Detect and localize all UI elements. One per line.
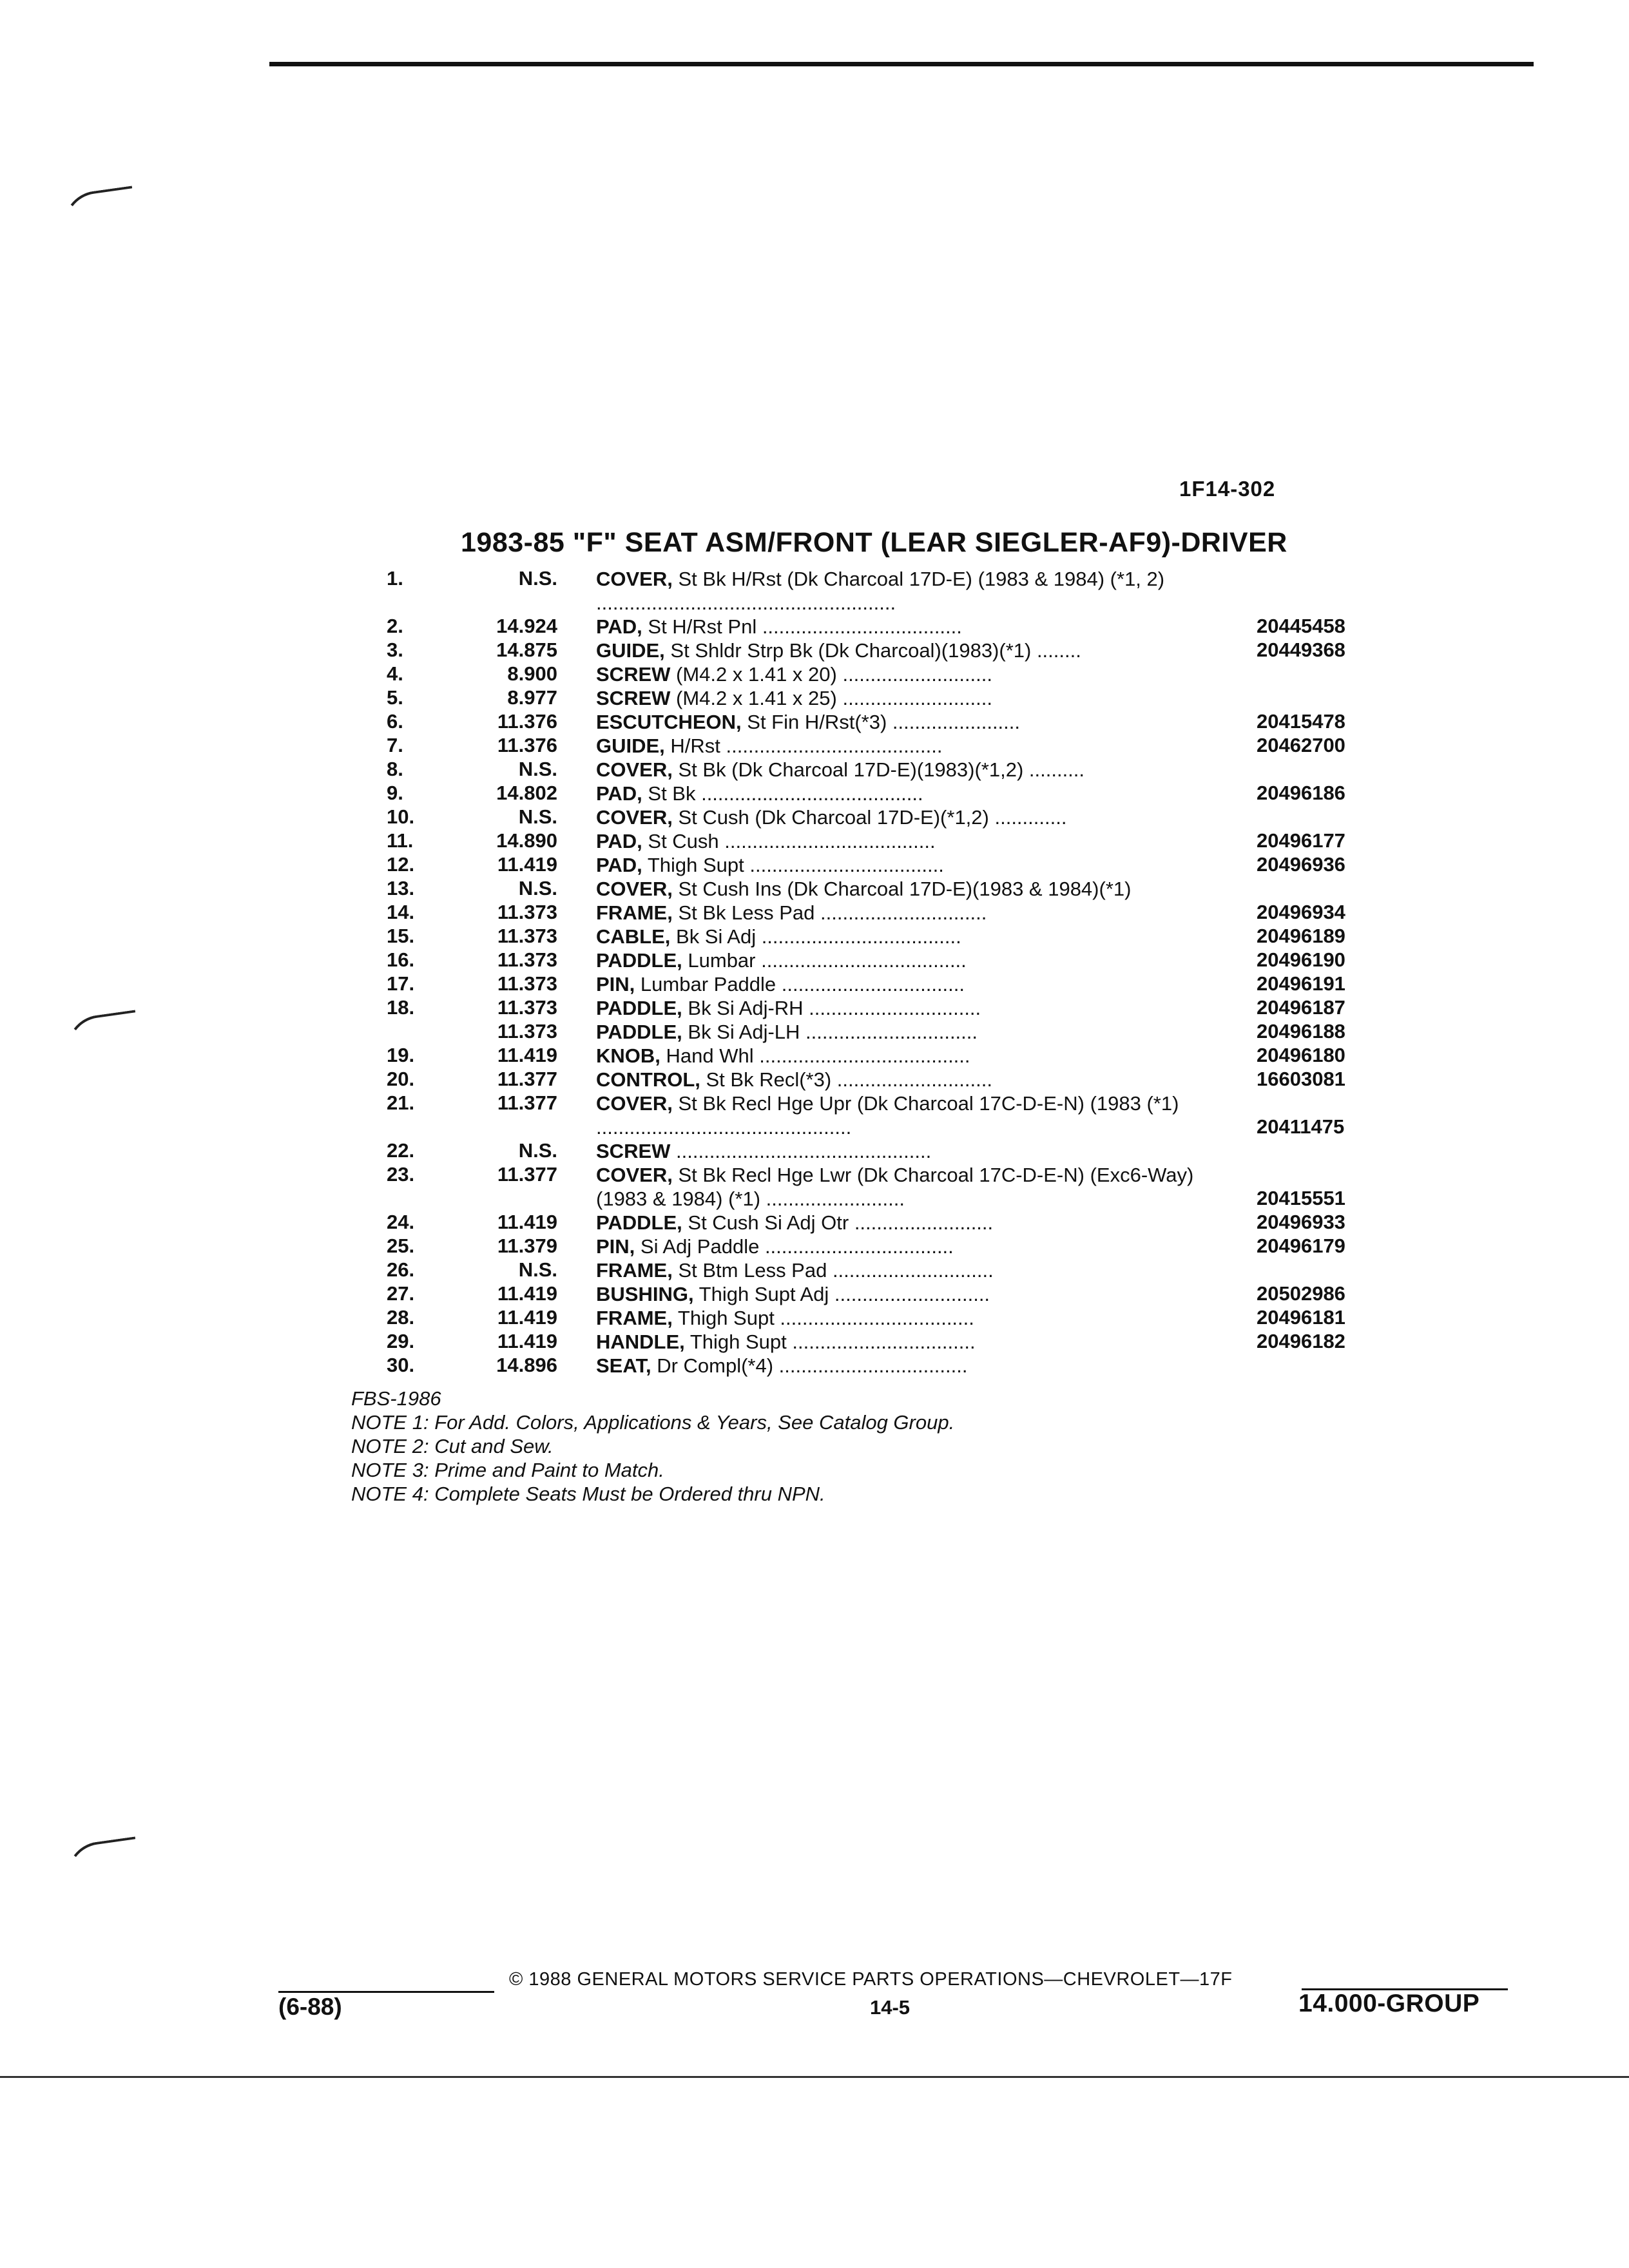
item-name: COVER, [596, 758, 673, 781]
group-number: N.S. [518, 1139, 557, 1162]
item-number: 7. [387, 734, 403, 756]
item-detail: St Shldr Strp Bk (Dk Charcoal)(1983)(*1) ........ [670, 639, 1081, 662]
item-description [596, 1044, 1247, 1068]
group-number: 11.419 [497, 1330, 557, 1352]
item-name: FRAME, [596, 901, 673, 924]
parts-row [0, 829, 1629, 853]
item-number: 21. [387, 1091, 415, 1114]
item-name: COVER, [596, 878, 673, 900]
item-description [596, 1139, 1247, 1163]
item-number: 16. [387, 948, 415, 971]
group-number: 11.377 [497, 1091, 557, 1114]
group-number: 14.875 [496, 639, 557, 661]
item-number: 10. [387, 805, 415, 828]
parts-row [0, 1020, 1629, 1044]
item-detail: Bk Si Adj .................................... [676, 925, 961, 948]
note-line: NOTE 2: Cut and Sew. [351, 1435, 554, 1457]
group-number: 11.376 [497, 734, 557, 756]
group-number: N.S. [518, 877, 557, 899]
parts-row [0, 567, 1629, 615]
item-number: 20. [387, 1068, 415, 1090]
parts-row [0, 710, 1629, 734]
item-description [596, 925, 1247, 948]
item-detail: Si Adj Paddle .................................. [640, 1235, 954, 1258]
group-number: N.S. [518, 758, 557, 780]
part-number: 20496187 [1257, 996, 1345, 1019]
item-name: FRAME, [596, 1307, 673, 1329]
item-number: 13. [387, 877, 415, 899]
item-detail: Lumbar ..................................... [688, 949, 967, 972]
top-rule [269, 62, 1534, 66]
item-number: 25. [387, 1235, 415, 1257]
item-description [596, 1020, 1247, 1044]
item-number: 23. [387, 1163, 415, 1186]
item-name: SCREW [596, 1140, 671, 1162]
item-name: KNOB, [596, 1044, 660, 1067]
item-name: SCREW [596, 663, 671, 686]
binder-hole-mark [63, 1836, 140, 1881]
item-description [596, 829, 1247, 853]
item-detail: St Bk Less Pad .............................. [678, 901, 987, 924]
item-number: 19. [387, 1044, 415, 1066]
item-description [596, 734, 1247, 758]
item-detail: St Cush ...................................... [648, 830, 936, 852]
item-description [596, 639, 1247, 662]
parts-row [0, 1282, 1629, 1306]
group-number: 14.802 [496, 782, 557, 804]
item-description [596, 782, 1247, 805]
part-number: 20496189 [1257, 925, 1345, 947]
group-number: 11.373 [497, 996, 557, 1019]
parts-row [0, 901, 1629, 925]
item-name: CONTROL, [596, 1068, 700, 1091]
item-number: 24. [387, 1211, 415, 1233]
item-detail: (M4.2 x 1.41 x 25) ........................... [676, 687, 993, 709]
item-detail: St Cush Ins (Dk Charcoal 17D-E)(1983 & 1984)(*1) [678, 878, 1132, 900]
group-number: 11.373 [497, 901, 557, 923]
item-name: COVER, [596, 1164, 673, 1186]
parts-row [0, 1330, 1629, 1354]
group-number: 11.373 [497, 948, 557, 971]
item-detail: Dr Compl(*4) .................................. [657, 1354, 968, 1377]
parts-row [0, 758, 1629, 782]
item-detail: H/Rst ....................................... [670, 735, 943, 757]
item-description [596, 948, 1247, 972]
item-number: 8. [387, 758, 403, 780]
item-number: 27. [387, 1282, 415, 1305]
item-detail: Thigh Supt ................................... [677, 1307, 974, 1329]
item-name: BUSHING, [596, 1283, 694, 1305]
item-number: 14. [387, 901, 415, 923]
parts-row [0, 972, 1629, 996]
item-detail: .............................................. [676, 1140, 932, 1162]
parts-row [0, 853, 1629, 877]
part-number: 20496177 [1257, 829, 1345, 852]
item-description [596, 1091, 1247, 1139]
copyright-text: © 1988 GENERAL MOTORS SERVICE PARTS OPERATIONS—CHEVROLET—17F [509, 1969, 1233, 1990]
part-number: 20496191 [1257, 972, 1345, 995]
item-name: PIN, [596, 973, 635, 995]
item-description [596, 877, 1247, 901]
group-number: 11.419 [497, 1044, 557, 1066]
parts-row [0, 1044, 1629, 1068]
group-number: 11.419 [497, 1306, 557, 1329]
parts-row [0, 1091, 1629, 1139]
item-description [596, 996, 1247, 1020]
item-description [596, 972, 1247, 996]
item-detail: St Bk Recl Hge Upr (Dk Charcoal 17C-D-E-N) (1983 (*1) .............................................. [596, 1092, 1179, 1139]
item-name: COVER, [596, 1092, 673, 1115]
item-number: 26. [387, 1258, 415, 1281]
bottom-rule [0, 2076, 1629, 2078]
part-number: 20411475 [1257, 1115, 1345, 1138]
footer-rule-left [278, 1991, 494, 1993]
item-name: COVER, [596, 806, 673, 829]
part-number: 20449368 [1257, 639, 1345, 661]
part-number: 20496181 [1257, 1306, 1345, 1329]
item-number: 1. [387, 567, 403, 590]
item-number: 3. [387, 639, 403, 661]
item-number: 17. [387, 972, 415, 995]
part-number: 20496190 [1257, 948, 1345, 971]
parts-row [0, 1354, 1629, 1378]
item-name: FRAME, [596, 1259, 673, 1282]
item-name: PAD, [596, 782, 642, 805]
item-detail: Bk Si Adj-RH ............................... [688, 997, 981, 1019]
item-description [596, 805, 1247, 829]
parts-row [0, 1211, 1629, 1235]
group-number: 11.419 [497, 853, 557, 876]
item-name: PAD, [596, 615, 642, 638]
item-name: GUIDE, [596, 639, 665, 662]
revision-date: (6-88) [278, 1994, 342, 2020]
item-number: 18. [387, 996, 415, 1019]
item-name: PADDLE, [596, 949, 682, 972]
page-number: 14-5 [870, 1996, 911, 2019]
item-name: PADDLE, [596, 997, 682, 1019]
parts-list [0, 567, 1629, 1378]
item-detail: St Fin H/Rst(*3) ....................... [747, 711, 1021, 733]
group-number: 14.924 [496, 615, 557, 637]
note-line: FBS-1986 [351, 1387, 441, 1410]
item-number: 12. [387, 853, 415, 876]
group-number: 11.373 [497, 925, 557, 947]
parts-row [0, 1163, 1629, 1211]
item-detail: Bk Si Adj-LH ............................... [688, 1021, 978, 1043]
part-number: 20496182 [1257, 1330, 1345, 1352]
group-number: 11.373 [497, 972, 557, 995]
note-line: NOTE 1: For Add. Colors, Applications & Years, See Catalog Group. [351, 1411, 955, 1434]
group-number: N.S. [518, 567, 557, 590]
item-description [596, 567, 1247, 615]
parts-row [0, 686, 1629, 710]
item-name: COVER, [596, 568, 673, 590]
item-description [596, 686, 1247, 710]
item-detail: St Cush Si Adj Otr ......................... [688, 1211, 994, 1234]
item-detail: Thigh Supt ................................... [647, 854, 944, 876]
item-number: 2. [387, 615, 403, 637]
item-name: PIN, [596, 1235, 635, 1258]
item-number: 30. [387, 1354, 415, 1376]
item-description [596, 853, 1247, 877]
parts-row [0, 996, 1629, 1020]
item-description [596, 710, 1247, 734]
part-number: 20496934 [1257, 901, 1345, 923]
parts-row [0, 877, 1629, 901]
part-number: 20496179 [1257, 1235, 1345, 1257]
item-name: ESCUTCHEON, [596, 711, 742, 733]
parts-row [0, 662, 1629, 686]
group-number: 8.900 [507, 662, 557, 685]
item-number: 29. [387, 1330, 415, 1352]
group-number: 11.377 [497, 1163, 557, 1186]
item-description [596, 1235, 1247, 1258]
parts-row [0, 1306, 1629, 1330]
notes-block [351, 1387, 954, 1506]
part-number: 20496936 [1257, 853, 1345, 876]
item-description [596, 1258, 1247, 1282]
part-number: 20496933 [1257, 1211, 1345, 1233]
part-number: 20462700 [1257, 734, 1345, 756]
item-name: SCREW [596, 687, 671, 709]
item-detail: St Cush (Dk Charcoal 17D-E)(*1,2) ............. [678, 806, 1067, 829]
parts-row [0, 805, 1629, 829]
part-number: 20502986 [1257, 1282, 1345, 1305]
parts-row [0, 1068, 1629, 1091]
parts-row [0, 734, 1629, 758]
item-number: 6. [387, 710, 403, 733]
parts-row [0, 615, 1629, 639]
item-name: PADDLE, [596, 1211, 682, 1234]
group-number: N.S. [518, 805, 557, 828]
item-detail: Hand Whl ...................................... [666, 1044, 970, 1067]
parts-row [0, 925, 1629, 948]
group-number: 8.977 [507, 686, 557, 709]
item-number: 4. [387, 662, 403, 685]
item-detail: Thigh Supt Adj ............................ [699, 1283, 990, 1305]
item-number: 15. [387, 925, 415, 947]
item-detail: (M4.2 x 1.41 x 20) ........................... [676, 663, 993, 686]
group-number: 11.373 [497, 1020, 557, 1043]
item-number: 9. [387, 782, 403, 804]
catalog-code: 1F14-302 [1179, 477, 1276, 501]
item-detail: St Bk H/Rst (Dk Charcoal 17D-E) (1983 & 1984) (*1, 2) ...................................................... [596, 568, 1165, 614]
part-number: 20445458 [1257, 615, 1345, 637]
item-description [596, 901, 1247, 925]
part-number: 16603081 [1257, 1068, 1345, 1090]
note-line: NOTE 4: Complete Seats Must be Ordered thru NPN. [351, 1483, 825, 1505]
item-detail: St H/Rst Pnl .................................... [648, 615, 962, 638]
group-number: 11.377 [497, 1068, 557, 1090]
item-description [596, 1068, 1247, 1091]
part-number: 20496186 [1257, 782, 1345, 804]
item-number: 5. [387, 686, 403, 709]
item-name: PADDLE, [596, 1021, 682, 1043]
part-number: 20496180 [1257, 1044, 1345, 1066]
item-name: HANDLE, [596, 1331, 685, 1353]
item-detail: Lumbar Paddle ................................. [640, 973, 965, 995]
item-number: 28. [387, 1306, 415, 1329]
group-number: 11.419 [497, 1211, 557, 1233]
item-detail: St Bk ........................................ [648, 782, 923, 805]
group-number: 11.419 [497, 1282, 557, 1305]
parts-row [0, 1258, 1629, 1282]
group-label: 14.000-GROUP [1298, 1990, 1480, 2017]
item-name: GUIDE, [596, 735, 665, 757]
parts-row [0, 1139, 1629, 1163]
item-description [596, 1354, 1247, 1378]
item-description [596, 1163, 1247, 1211]
group-number: 11.379 [497, 1235, 557, 1257]
parts-row [0, 1235, 1629, 1258]
group-number: 14.890 [496, 829, 557, 852]
page-title: 1983-85 "F" SEAT ASM/FRONT (LEAR SIEGLER-AF9)-DRIVER [461, 527, 1287, 558]
binder-hole-mark [59, 186, 137, 230]
group-number: 11.376 [497, 710, 557, 733]
item-description [596, 1282, 1247, 1306]
item-name: CABLE, [596, 925, 671, 948]
item-description [596, 662, 1247, 686]
item-detail: St Bk Recl Hge Lwr (Dk Charcoal 17C-D-E-N) (Exc6-Way) (1983 & 1984) (*1) ......................... [596, 1164, 1194, 1210]
part-number: 20415551 [1257, 1187, 1345, 1209]
item-detail: St Bk (Dk Charcoal 17D-E)(1983)(*1,2) .......... [678, 758, 1085, 781]
group-number: N.S. [518, 1258, 557, 1281]
item-number: 11. [387, 829, 414, 852]
item-description [596, 615, 1247, 639]
item-detail: St Bk Recl(*3) ............................ [706, 1068, 992, 1091]
item-description [596, 1211, 1247, 1235]
note-line: NOTE 3: Prime and Paint to Match. [351, 1459, 664, 1481]
item-detail: Thigh Supt ................................. [689, 1331, 976, 1353]
group-number: 14.896 [496, 1354, 557, 1376]
item-description [596, 758, 1247, 782]
item-name: PAD, [596, 854, 642, 876]
item-name: PAD, [596, 830, 642, 852]
item-name: SEAT, [596, 1354, 651, 1377]
parts-row [0, 639, 1629, 662]
parts-row [0, 948, 1629, 972]
parts-row [0, 782, 1629, 805]
item-number: 22. [387, 1139, 415, 1162]
item-detail: St Btm Less Pad ............................. [678, 1259, 994, 1282]
part-number: 20415478 [1257, 710, 1345, 733]
item-description [596, 1306, 1247, 1330]
item-description [596, 1330, 1247, 1354]
part-number: 20496188 [1257, 1020, 1345, 1043]
